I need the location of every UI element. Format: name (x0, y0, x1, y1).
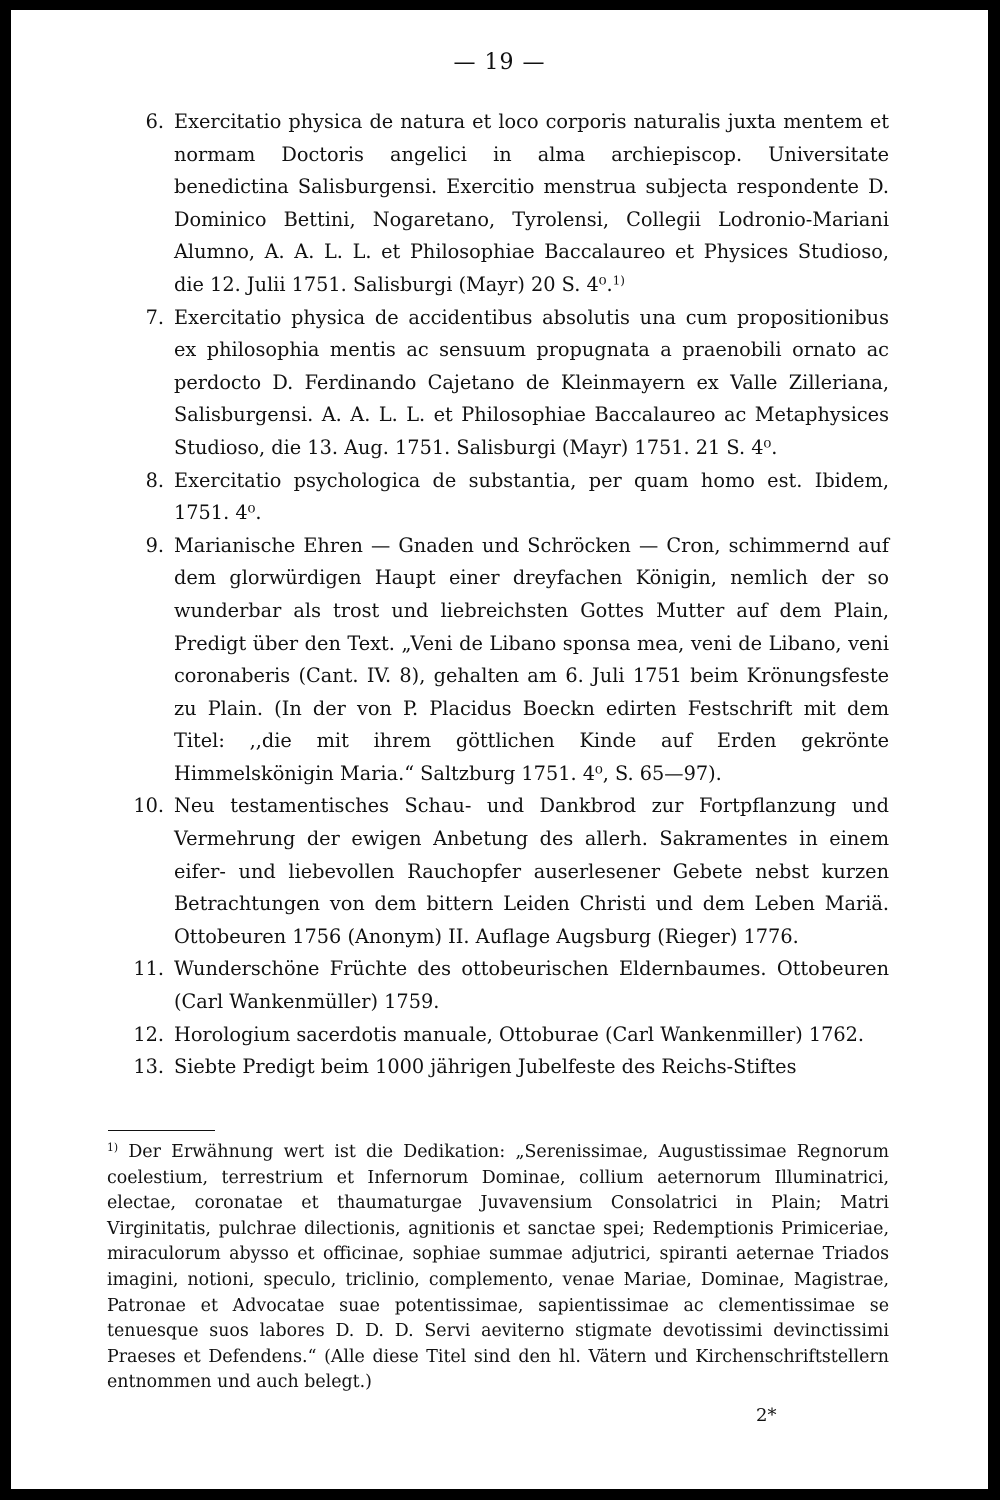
footnote-marker: 1) (107, 1141, 119, 1155)
bibliography-entry-11 (11, 953, 889, 1018)
entry-text: Neu testamentisches Schau- und Dankbrod zur Fortpflanzung und Vermehrung der ewigen Anbetung des allerh. Sakramentes in einem eifer- und liebevollen Rauchopfer auserlesener Gebete nebst kurzen Betrachtungen von dem bittern Leiden Christi und dem Leben Mariä. Ottobeuren 1756 (Anonym) II. Auflage Augsburg (Rieger) 1776. (174, 794, 889, 948)
footnote-text: Der Erwähnung wert ist die Dedikation: „Serenissimae, Augustissimae Regnorum coelestium, terrestrium et Infernorum Dominae, collium aeternorum Illuminatrici, electae, coronatae et thaumaturgae Juvavensium Consolatrici in Plain; Matri Virginitatis, pulchrae dilectionis, agnitionis et sanctae spei; Redemptionis Primiceriae, miraculorum abysso et officinae, sophiae summae adjutrici, spiranti aeternae Triados imagini, notioni, speculo, triclinio, complemento, venae Mariae, Dominae, Magistrae, Patronae et Advocatae suae potentissimae, sapientissimae ac clementissimae se tenuesque suos labores D. D. D. Servi aeviterno stigmate devotissimi devinctissimi Praeses et Defendens.“ (Alle diese Titel sind den hl. Vätern und Kirchenschriftstellern entnommen und auch belegt.) (107, 1142, 889, 1393)
bibliography-entry-9 (11, 530, 889, 791)
entry-number: 10. (133, 794, 164, 818)
footnote-divider (108, 1130, 215, 1131)
entry-text: Exercitatio physica de accidentibus absolutis una cum propositionibus ex philosophia mentis ac sensuum propugnata a praenobili ornato ac perdocto D. Ferdinando Cajetano de Kleinmayern ex Valle Zilleriana, Salisburgensi. A. A. L. L. et Philosophiae Baccalaureo ac Metaphysices Studioso, die 13. Aug. 1751. Salisburgi (Mayr) 1751. 21 S. 4⁰. (174, 305, 889, 459)
bibliography-entry-8 (11, 465, 889, 530)
bibliography-entry-6 (11, 106, 889, 302)
footnote (107, 1140, 889, 1396)
entry-number: 11. (133, 957, 164, 981)
entry-number: 6. (145, 110, 164, 133)
entry-text: Exercitatio psychologica de substantia, per quam homo est. Ibidem, 1751. 4⁰. (174, 468, 889, 525)
entry-number: 7. (145, 305, 164, 329)
entry-number: 12. (133, 1022, 164, 1046)
printer-signature-mark: 2* (756, 1405, 777, 1426)
entry-number: 13. (133, 1055, 164, 1079)
bibliography-entry-10 (11, 790, 889, 953)
entry-text: Horologium sacerdotis manuale, Ottoburae (Carl Wankenmiller) 1762. (174, 1022, 865, 1046)
bibliography-entry-7 (11, 302, 889, 465)
entry-number: 8. (145, 468, 164, 492)
entry-text: Marianische Ehren — Gnaden und Schröcken — Cron, schimmernd auf dem glorwürdigen Haupt einer dreyfachen Königin, nemlich der so wunderbar als trost und liebreichsten Gottes Mutter auf dem Plain, Predigt über den Text. „Veni de Libano sponsa mea, veni de Libano, veni coronaberis (Cant. IV. 8), gehalten am 6. Juli 1751 beim Krönungsfeste zu Plain. (In der von P. Placidus Boeckn edirten Festschrift mit dem Titel: ,,die mit ihrem göttlichen Kinde auf Erden gekrönte Himmelskönigin Maria.“ Saltzburg 1751. 4⁰, S. 65—97). (174, 533, 889, 785)
entry-text: Siebte Predigt beim 1000 jährigen Jubelfeste des Reichs-Stiftes (174, 1055, 797, 1079)
entry-number: 9. (145, 533, 164, 557)
footnote-reference: 1) (612, 273, 625, 288)
bibliography-list (11, 106, 988, 1084)
entry-text: Exercitatio physica de natura et loco corporis naturalis juxta mentem et normam Doctoris angelici in alma archiepiscop. Universitate benedictina Salisburgensi. Exercitio menstrua subjecta respondente D. Dominico Bettini, Nogaretano, Tyrolensi, Collegii Lodronio-Mariani Alumno, A. A. L. L. et Philosophiae Baccalaureo et Physices Studioso, die 12. Julii 1751. Salisburgi (Mayr) 20 S. 4⁰. (174, 110, 889, 296)
entry-text: Wunderschöne Früchte des ottobeurischen Eldernbaumes. Ottobeuren (Carl Wankenmüller) 1759. (174, 957, 889, 1014)
bibliography-entry-13 (11, 1051, 889, 1084)
book-page (11, 10, 988, 1489)
bibliography-entry-12 (11, 1019, 889, 1052)
page-number: — 19 — (453, 50, 546, 75)
